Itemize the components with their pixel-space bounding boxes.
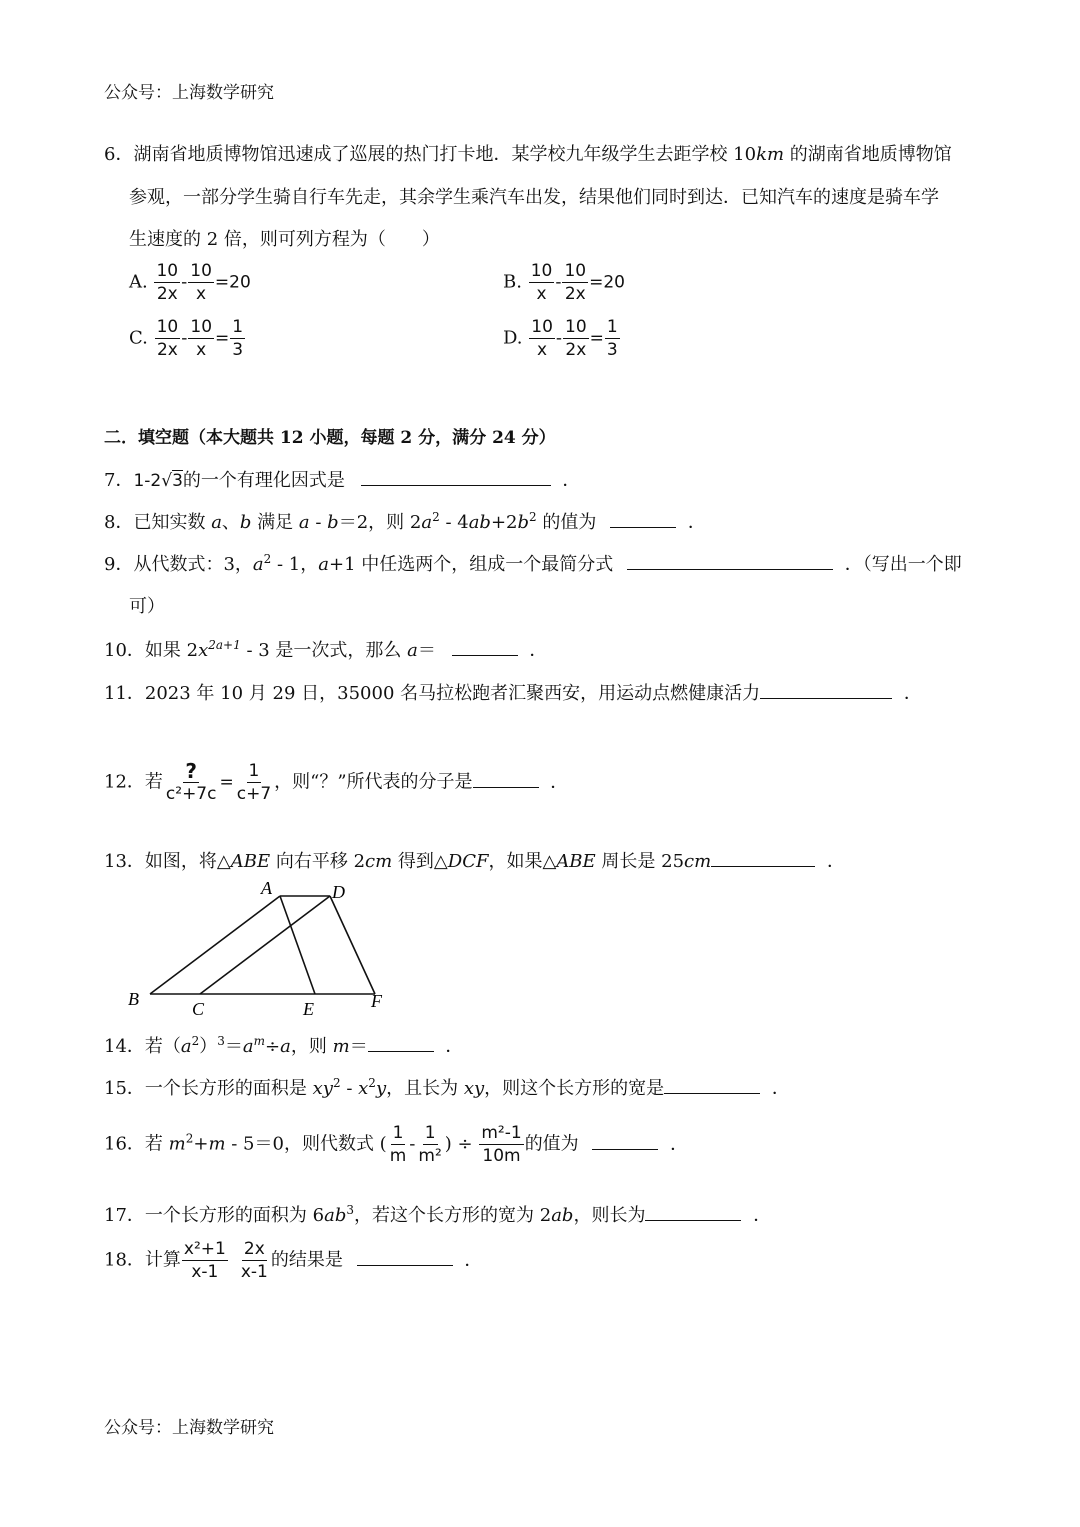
var-a: a (298, 512, 310, 533)
q9-line1 (104, 550, 962, 576)
numerator: x²+1 (183, 1239, 226, 1259)
text: 已知实数 (133, 512, 212, 533)
period: ． (562, 470, 581, 491)
fraction (529, 260, 555, 305)
page-header: 公众号：上海数学研究 (104, 83, 274, 103)
numerator: 1 (248, 761, 260, 781)
triangle-abe: ABE (556, 851, 596, 872)
text: +2 (490, 512, 518, 533)
text: ，如果△ (488, 851, 557, 872)
var-a: a (318, 554, 329, 575)
text: ，则“？”所代表的分子是 (274, 771, 473, 793)
exponent: m (253, 1034, 266, 1048)
q6-text-1a: 湖南省地质博物馆迅速成了巡展的热门打卡地．某学校九年级学生去距学校 10 (133, 144, 757, 165)
option-label: B. (503, 271, 522, 293)
var-m: m (332, 1036, 350, 1057)
var-m: m (168, 1133, 186, 1155)
numerator: 1 (424, 1123, 436, 1143)
var-x: x (198, 640, 209, 661)
period: ． (550, 771, 569, 793)
q11 (104, 679, 922, 705)
denominator: m (389, 1146, 407, 1166)
fraction (154, 260, 180, 305)
q13-number: 13． (104, 851, 145, 872)
numerator: 10 (531, 317, 553, 337)
denominator: x (196, 340, 207, 360)
q14 (104, 1032, 463, 1058)
text: 满足 (251, 512, 299, 533)
exponent: 2a+1 (208, 638, 241, 652)
unit-cm: cm (684, 851, 712, 872)
q18 (104, 1238, 482, 1283)
option-label: C. (129, 327, 148, 349)
q6-option-a[interactable]: A. $\frac{10}{2x}$ - $\frac{10}{x}$ =20 (129, 261, 251, 304)
q11-text: 2023 年 10 月 29 日，35000 名马拉松跑者汇聚西安，用运动点燃健康活力 (144, 683, 761, 704)
q12 (104, 760, 568, 805)
q17 (104, 1201, 771, 1227)
q7-text: 的一个有理化因式是 (182, 470, 345, 491)
unit-cm: cm (365, 851, 393, 872)
var-y: y (375, 1078, 387, 1099)
text: - (340, 1078, 359, 1099)
option-label: D. (503, 327, 523, 349)
exponent: 2 (191, 1034, 200, 1048)
var-a: a (242, 1036, 254, 1057)
q6-line3: 生速度的 2 倍，则可列方程为（ ） (129, 229, 440, 250)
var-x: x (358, 1078, 369, 1099)
fraction (529, 316, 555, 361)
text: ＝ (224, 1036, 243, 1057)
text: 如果 2 (144, 640, 199, 661)
exponent: 2 (332, 1076, 341, 1090)
answer-blank[interactable] (664, 1079, 760, 1094)
answer-blank[interactable] (592, 1135, 658, 1150)
var-ab: ab (468, 512, 491, 533)
text: + (193, 1133, 209, 1155)
denominator: 2x (565, 340, 587, 360)
text: 计算 (144, 1249, 181, 1271)
q7-expr: 1-2 (133, 471, 162, 491)
var-a: a (252, 554, 264, 575)
q6-option-d[interactable]: D. $\frac{10}{x}$ - $\frac{10}{2x}$ = $\frac{1}{3}$ (503, 317, 618, 360)
numerator: 1 (606, 317, 618, 337)
text: - 4 (439, 512, 469, 533)
fraction (188, 260, 214, 305)
var-a: a (421, 512, 433, 533)
numerator: 1 (392, 1123, 404, 1143)
answer-blank[interactable] (610, 513, 676, 528)
rhs: =20 (589, 272, 625, 293)
exponent: 3 (346, 1203, 354, 1217)
fraction (235, 760, 273, 805)
text: 如图，将△ (144, 851, 231, 872)
answer-blank[interactable] (357, 1251, 453, 1266)
denominator: x (196, 284, 207, 304)
denominator: c²+7c (165, 784, 217, 804)
text: 从代数式：3， (133, 554, 253, 575)
answer-blank[interactable] (452, 641, 518, 656)
period: ． (670, 1133, 689, 1155)
label-a: A (261, 878, 272, 898)
var-ab: ab (324, 1205, 347, 1226)
answer-blank[interactable] (760, 684, 892, 699)
segment-df (330, 896, 375, 994)
denominator: 10m (482, 1146, 521, 1166)
denominator: 2x (156, 284, 178, 304)
q10 (104, 636, 547, 662)
period: ． (687, 512, 706, 533)
denominator: 3 (232, 340, 244, 360)
text: 若 (144, 1133, 169, 1155)
fraction (182, 1238, 228, 1283)
denominator: 3 (606, 340, 618, 360)
q7-radicand: 3 (172, 471, 183, 491)
text: ，则长为 (573, 1205, 646, 1226)
text: 一个长方形的面积是 (144, 1078, 313, 1099)
numerator: m²-1 (481, 1123, 522, 1143)
q15-number: 15． (104, 1078, 145, 1099)
period: ． (826, 851, 845, 872)
text: ＝2，则 2 (338, 512, 422, 533)
fraction (188, 316, 214, 361)
fraction (164, 760, 219, 805)
text: 周长是 25 (595, 851, 685, 872)
period: ． (753, 1205, 772, 1226)
q18-number: 18． (104, 1249, 145, 1271)
text: 得到△ (392, 851, 448, 872)
text: 一个长方形的面积为 6 (144, 1205, 325, 1226)
minus: - (409, 1134, 416, 1155)
exponent: 2 (263, 552, 272, 566)
text: - 5＝0，则代数式 ( (225, 1133, 387, 1155)
q6-unit: km (756, 144, 785, 165)
q9-number: 9． (104, 554, 134, 575)
period: ． (903, 683, 922, 704)
text: ） (199, 1036, 218, 1057)
answer-blank[interactable] (711, 852, 815, 867)
q9-line2: 可） (129, 596, 165, 617)
exponent: 2 (185, 1131, 194, 1146)
text: - 1， (271, 554, 319, 575)
triangle-abe: ABE (230, 851, 271, 872)
fraction (562, 260, 588, 305)
text: 的值为 (536, 512, 597, 533)
fraction (563, 316, 589, 361)
page-footer: 公众号：上海数学研究 (104, 1418, 274, 1438)
var-a: a (180, 1036, 192, 1057)
fraction (239, 1238, 270, 1283)
var-b: b (327, 512, 339, 533)
fraction (155, 316, 181, 361)
label-b: B (128, 989, 139, 1009)
var-m: m (208, 1133, 226, 1155)
fraction (230, 316, 245, 361)
text: ) ÷ (444, 1133, 479, 1155)
q7 (104, 466, 580, 492)
text: 若 (144, 771, 163, 793)
period: ． (529, 640, 548, 661)
q6-line2: 参观，一部分学生骑自行车先走，其余学生乘汽车出发，结果他们同时到达．已知汽车的速度是骑车学 (129, 187, 939, 208)
numerator: 10 (156, 317, 179, 337)
denominator: x-1 (191, 1262, 219, 1282)
text: ，则 (290, 1036, 333, 1057)
text: +1 中任选两个，组成一个最简分式 (329, 554, 614, 575)
var-a: a (211, 512, 222, 533)
fraction (605, 316, 620, 361)
fraction (388, 1122, 409, 1167)
segment-ba (150, 896, 280, 994)
denominator: 2x (564, 284, 586, 304)
q6-option-c[interactable]: C. $\frac{10}{2x}$ - $\frac{10}{x}$ = $\frac{1}{3}$ (129, 317, 244, 360)
label-d: D (332, 882, 345, 902)
numerator: 10 (565, 317, 587, 337)
answer-blank[interactable] (645, 1206, 741, 1221)
q16 (104, 1122, 688, 1167)
equals: = (219, 772, 234, 793)
var-b: b (239, 512, 252, 533)
option-label: A. (129, 271, 148, 293)
text: ＝ (349, 1036, 368, 1057)
exponent: 3 (217, 1034, 225, 1048)
answer-blank[interactable] (473, 773, 539, 788)
fraction (479, 1122, 523, 1167)
period: ． (445, 1036, 464, 1057)
fraction (416, 1122, 443, 1167)
answer-blank[interactable] (368, 1037, 434, 1052)
q16-number: 16． (104, 1133, 145, 1155)
text: ，则这个长方形的宽是 (484, 1078, 665, 1099)
triangle-dcf: DCF (447, 851, 489, 872)
q14-number: 14． (104, 1036, 145, 1057)
numerator: 10 (156, 261, 179, 281)
answer-blank[interactable] (361, 471, 551, 486)
var-b: b (517, 512, 530, 533)
q12-number: 12． (104, 771, 145, 793)
exponent: 2 (529, 510, 537, 524)
var-a: a (280, 1036, 291, 1057)
numerator: 10 (564, 261, 587, 281)
q8 (104, 508, 706, 534)
sqrt-sign: √ (161, 471, 173, 491)
period: ． (464, 1249, 483, 1271)
var-xy: xy (463, 1078, 485, 1099)
denominator: m² (418, 1146, 442, 1166)
var-a: a (407, 640, 418, 661)
text: ．（写出一个即 (844, 554, 962, 575)
denominator: 2x (156, 340, 178, 360)
q13 (104, 847, 845, 873)
denominator: c+7 (236, 784, 272, 804)
text: - 3 是一次式，那么 (240, 640, 408, 661)
q8-number: 8． (104, 512, 134, 533)
q11-number: 11． (104, 683, 145, 704)
var-xy: xy (312, 1078, 333, 1099)
numerator: 1 (232, 317, 244, 337)
section-2-heading: 二．填空题（本大题共 12 小题，每题 2 分，满分 24 分） (104, 428, 556, 448)
translation-figure (120, 874, 400, 1020)
q10-number: 10． (104, 640, 145, 661)
q6-line1 (104, 140, 952, 166)
q15 (104, 1074, 790, 1100)
q7-number: 7． (104, 470, 134, 491)
exponent: 2 (432, 510, 440, 524)
text: 、 (221, 512, 240, 533)
numerator: 2x (243, 1239, 265, 1259)
label-e: E (303, 999, 314, 1019)
text: ，若这个长方形的宽为 2 (354, 1205, 552, 1226)
text: ，且长为 (386, 1078, 464, 1099)
exponent: 2 (368, 1076, 376, 1090)
text: 若（ (144, 1036, 181, 1057)
var-ab: ab (551, 1205, 574, 1226)
q6-option-b[interactable]: B. $\frac{10}{x}$ - $\frac{10}{2x}$ =20 (503, 261, 625, 304)
label-f: F (371, 991, 382, 1011)
rhs: =20 (214, 272, 251, 293)
q6-text-1b: 的湖南省地质博物馆 (784, 144, 952, 165)
text: ÷ (265, 1036, 281, 1057)
period: ． (771, 1078, 790, 1099)
text: 的结果是 (270, 1249, 343, 1271)
numerator: 10 (190, 261, 212, 281)
text: ＝ (417, 640, 436, 661)
text: 向右平移 2 (270, 851, 366, 872)
numerator: 10 (190, 317, 213, 337)
answer-blank[interactable] (627, 555, 833, 570)
numerator: 10 (530, 261, 553, 281)
text: - (309, 512, 328, 533)
numerator: ? (185, 759, 197, 783)
denominator: x (537, 340, 548, 360)
q6-number: 6． (104, 144, 134, 165)
denominator: x (536, 284, 547, 304)
text: 的值为 (524, 1133, 579, 1155)
denominator: x-1 (240, 1262, 268, 1282)
q17-number: 17． (104, 1205, 145, 1226)
label-c: C (192, 999, 205, 1019)
